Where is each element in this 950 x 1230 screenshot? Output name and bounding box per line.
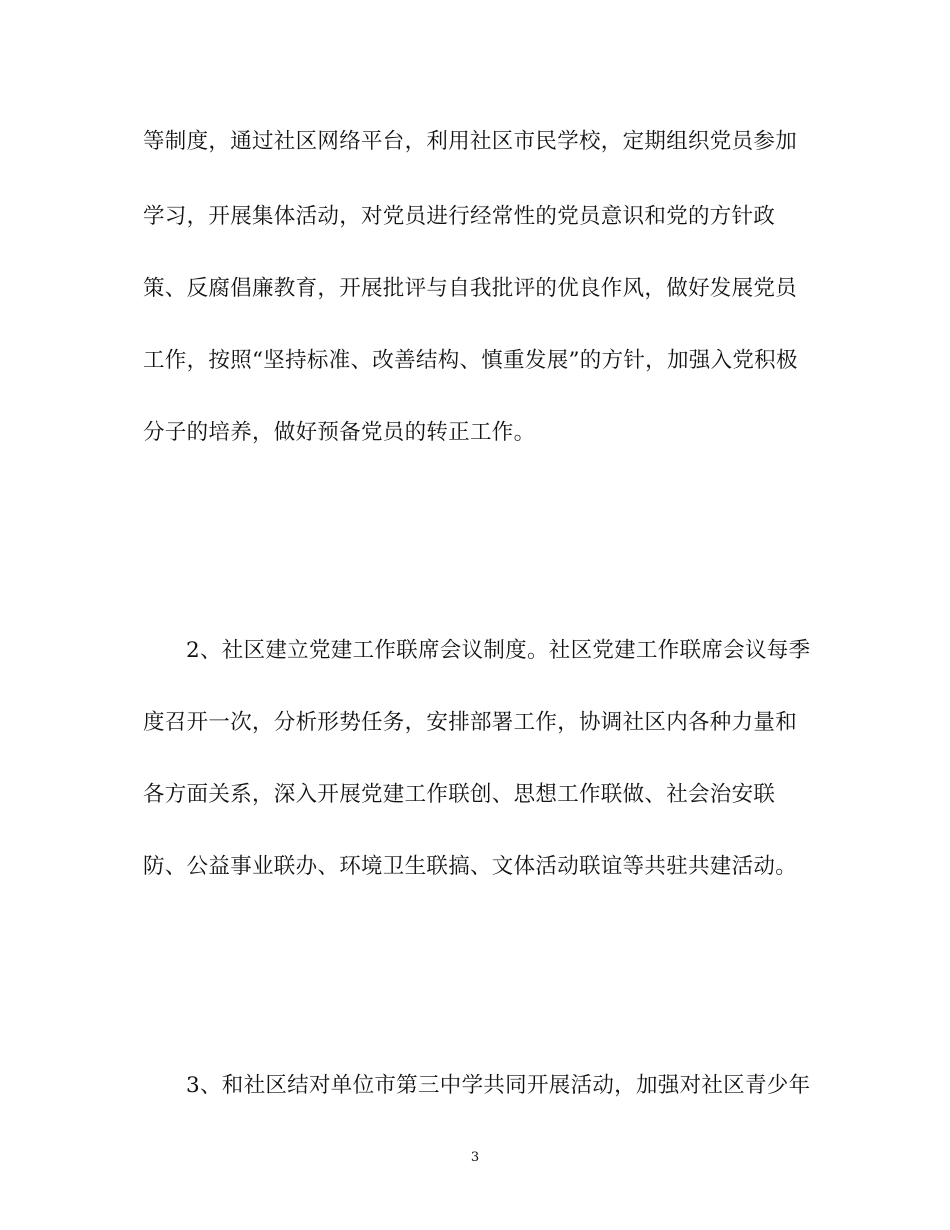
text-line: 策、反腐倡廉教育，开展批评与自我批评的优良作风，做好发展党员 [143, 276, 798, 301]
text-line: 工作，按照“坚持标准、改善结构、慎重发展”的方针，加强入党积极 [143, 348, 798, 373]
text-line: 等制度，通过社区网络平台，利用社区市民学校，定期组织党员参加 [143, 129, 798, 154]
text-line: 各方面关系，深入开展党建工作联创、思想工作联做、社会治安联 [143, 782, 776, 807]
text-line: 3、和社区结对单位市第三中学共同开展活动，加强对社区青少年 [186, 1073, 811, 1098]
text-line: 学习，开展集体活动，对党员进行经常性的党员意识和党的方针政 [143, 204, 776, 229]
text-line: 分子的培养，做好预备党员的转正工作。 [143, 420, 536, 445]
text-line: 2、社区建立党建工作联席会议制度。社区党建工作联席会议每季 [186, 638, 811, 663]
text-line: 度召开一次，分析形势任务，安排部署工作，协调社区内各种力量和 [143, 710, 798, 735]
page-number: 3 [470, 1150, 480, 1165]
text-line: 防、公益事业联办、环境卫生联搞、文体活动联谊等共驻共建活动。 [143, 854, 798, 879]
